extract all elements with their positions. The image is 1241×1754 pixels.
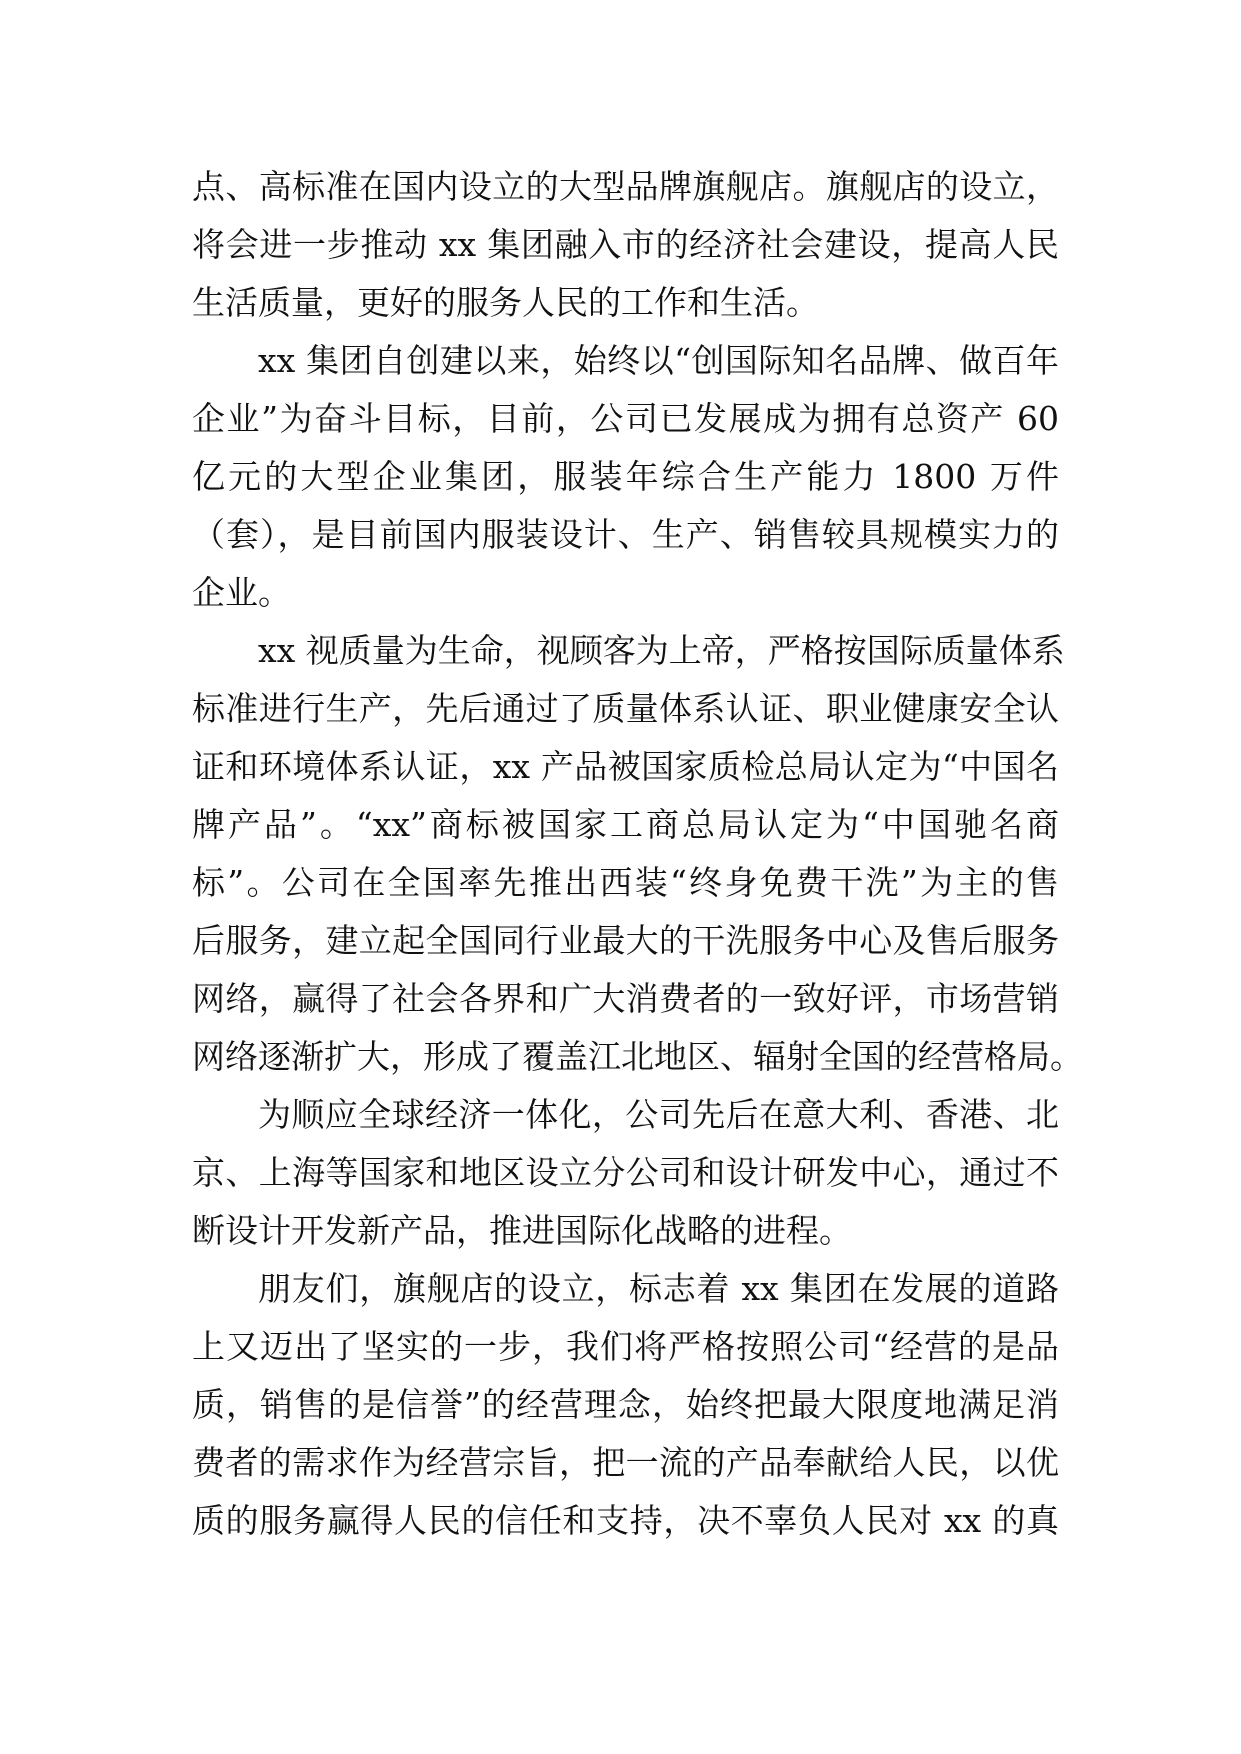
text-line: 标准进行生产，先后通过了质量体系认证、职业健康安全认 (192, 689, 1059, 728)
text-line: 将会进一步推动 xx 集团融入市的经济社会建设，提高人民 (192, 225, 1059, 264)
text-line: 质的服务赢得人民的信任和支持，决不辜负人民对 xx 的真 (192, 1501, 1059, 1540)
text-line: 质，销售的是信誉”的经营理念，始终把最大限度地满足消 (192, 1385, 1059, 1424)
text-line: 点、高标准在国内设立的大型品牌旗舰店。旗舰店的设立， (192, 167, 1059, 206)
document-body (192, 158, 1083, 1550)
text-line: 为顺应全球经济一体化，公司先后在意大利、香港、北 (258, 1095, 1059, 1134)
text-line: 证和环境体系认证，xx 产品被国家质检总局认定为“中国名 (192, 747, 1059, 786)
paragraph-flagship-store (192, 158, 1059, 332)
text-line: 企业”为奋斗目标，目前，公司已发展成为拥有总资产 60 (192, 399, 1059, 438)
text-line: 网络逐渐扩大，形成了覆盖江北地区、辐射全国的经营格局。 (192, 1037, 1083, 1076)
text-line: 上又迈出了坚实的一步，我们将严格按照公司“经营的是品 (192, 1327, 1059, 1366)
text-line: 标”。公司在全国率先推出西装“终身免费干洗”为主的售 (192, 863, 1059, 902)
text-line: 朋友们，旗舰店的设立，标志着 xx 集团在发展的道路 (258, 1269, 1059, 1308)
text-line: 费者的需求作为经营宗旨，把一流的产品奉献给人民，以优 (192, 1443, 1059, 1482)
text-line: （套），是目前国内服装设计、生产、销售较具规模实力的 (192, 515, 1059, 554)
paragraph-globalization (192, 1086, 1059, 1260)
paragraph-quality (192, 622, 1083, 1086)
paragraph-company-profile (192, 332, 1059, 622)
text-line: 企业。 (192, 573, 291, 612)
text-line: 断设计开发新产品，推进国际化战略的进程。 (192, 1211, 852, 1250)
text-line: xx 集团自创建以来，始终以“创国际知名品牌、做百年 (258, 341, 1059, 380)
text-line: 网络，赢得了社会各界和广大消费者的一致好评，市场营销 (192, 979, 1059, 1018)
text-line: 生活质量，更好的服务人民的工作和生活。 (192, 283, 819, 322)
text-line: 亿元的大型企业集团，服装年综合生产能力 1800 万件 (192, 457, 1059, 496)
text-line: 后服务，建立起全国同行业最大的干洗服务中心及售后服务 (192, 921, 1059, 960)
text-line: 牌产品”。“xx”商标被国家工商总局认定为“中国驰名商 (192, 805, 1059, 844)
paragraph-closing (192, 1260, 1059, 1550)
text-line: 京、上海等国家和地区设立分公司和设计研发中心，通过不 (192, 1153, 1059, 1192)
text-line: xx 视质量为生命，视顾客为上帝，严格按国际质量体系 (258, 631, 1065, 670)
